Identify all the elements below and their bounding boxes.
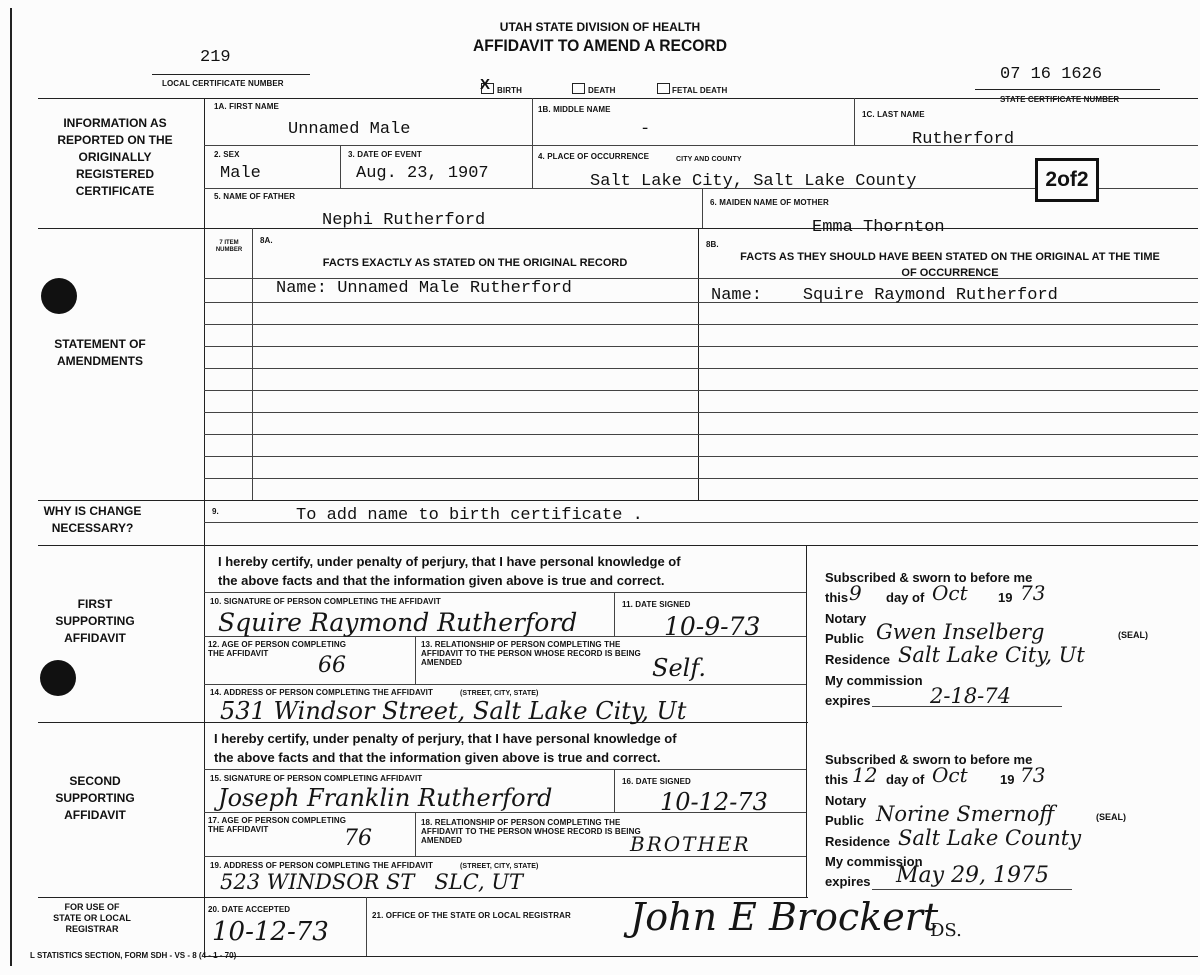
first-notary-residence-label: Residence [825,652,891,667]
first-address-label: 14. ADDRESS OF PERSON COMPLETING THE AFFIDAVIT [210,688,433,697]
place-label: 4. PLACE OF OCCURRENCE [538,152,650,161]
first-notary-seal: (SEAL) [1118,630,1148,640]
first-date-signed-label: 11. DATE SIGNED [622,600,691,609]
second-relationship-label: 18. RELATIONSHIP OF PERSON COMPLETING THE AFFIDAVIT TO THE PERSON WHOSE RECORD IS BEING AMENDED [421,818,641,845]
agency-name: UTAH STATE DIVISION OF HEALTH [499,20,701,34]
first-affidavit-section-label: FIRST SUPPORTING AFFIDAVIT [55,597,135,645]
mother-value: Emma Thornton [812,218,945,237]
punch-hole-bottom [40,660,76,696]
col-b-header: FACTS AS THEY SHOULD HAVE BEEN STATED ON THE ORIGINAL AT THE TIME OF OCCURRENCE [740,251,1160,279]
second-notary-commission-label: My commission [825,854,923,869]
second-signature: Joseph Franklin Rutherford [218,784,553,812]
original-fact-value: Name: Unnamed Male Rutherford [276,279,572,298]
second-notary-month: Oct [932,763,968,787]
first-notary-year-prefix: 19 [998,590,1013,605]
office-use-section-label: FOR USE OF STATE OR LOCAL REGISTRAR [53,902,131,934]
second-cert-line-1: I hereby certify, under penalty of perjury, that I have personal knowledge of [214,731,677,746]
second-notary-label: Notary [825,793,867,808]
page-badge: 2of2 [1035,158,1099,202]
registrar-signature: John E Brockert [630,895,939,939]
first-notary-sworn: Subscribed & sworn to before me [825,570,1033,585]
col-a-header: FACTS EXACTLY AS STATED ON THE ORIGINAL RECORD [322,257,628,269]
local-cert-number: 219 [200,48,231,67]
second-notary-residence-label: Residence [825,834,891,849]
second-age-label: 17. AGE OF PERSON COMPLETING THE AFFIDAVIT [208,816,347,834]
first-relationship-label: 13. RELATIONSHIP OF PERSON COMPLETING THE AFFIDAVIT TO THE PERSON WHOSE RECORD IS BEING AMENDED [421,640,641,667]
local-cert-label: LOCAL CERTIFICATE NUMBER [162,79,284,88]
first-notary-residence: Salt Lake City, Ut [898,643,1085,667]
first-notary-year: 73 [1020,581,1046,605]
second-notary-expires: May 29, 1975 [896,863,1050,888]
reason-section-label: WHY IS CHANGE NECESSARY? [43,504,142,535]
second-notary-expires-label: expires [825,874,871,889]
first-age-label: 12. AGE OF PERSON COMPLETING THE AFFIDAVIT [208,640,347,658]
reason-value: To add name to birth certificate . [296,506,643,525]
first-notary-label: Notary [825,611,867,626]
mother-label: 6. MAIDEN NAME OF MOTHER [710,198,829,207]
state-cert-number: 07 16 1626 [1000,65,1103,84]
second-notary-residence: Salt Lake County [898,826,1082,850]
father-value: Nephi Rutherford [322,211,486,230]
amendments-section-label: STATEMENT OF AMENDMENTS [54,337,146,368]
father-label: 5. NAME OF FATHER [214,192,296,201]
first-signature: Squire Raymond Rutherford [218,608,578,637]
second-notary-year-prefix: 19 [1000,772,1015,787]
first-signature-label: 10. SIGNATURE OF PERSON COMPLETING THE AFFIDAVIT [210,597,441,606]
second-age: 76 [344,826,372,851]
state-cert-label: STATE CERTIFICATE NUMBER [1000,95,1120,104]
first-notary-expires: 2-18-74 [930,684,1011,708]
date-accepted: 10-12-73 [212,917,329,947]
second-notary-dayof: day of [886,772,925,787]
second-address-sublabel: (STREET, CITY, STATE) [460,863,539,870]
second-date-signed-label: 16. DATE SIGNED [622,777,691,786]
registrar-suffix: DS. [930,920,962,941]
second-notary-sworn: Subscribed & sworn to before me [825,752,1033,767]
first-address-sublabel: (STREET, CITY, STATE) [460,690,539,697]
first-notary-day: 9 [849,581,862,605]
registrar-label: 21. OFFICE OF THE STATE OR LOCAL REGISTRAR [372,911,571,920]
second-notary-this: this [825,772,849,787]
second-address: 523 WINDSOR ST SLC, UT [220,870,524,894]
second-notary-public-label: Public [825,813,865,828]
second-cert-line-2: the above facts and that the information given above is true and correct. [214,750,661,765]
first-notary-month: Oct [932,581,968,605]
second-notary-day: 12 [852,763,878,787]
first-notary-dayof: day of [886,590,925,605]
second-notary-seal: (SEAL) [1096,812,1126,822]
first-notary-public-label: Public [825,631,865,646]
first-date-signed: 10-9-73 [664,612,761,641]
col-b-number: 8B. [706,240,719,249]
second-signature-label: 15. SIGNATURE OF PERSON COMPLETING AFFIDAVIT [210,774,423,783]
birth-label: BIRTH [497,86,522,95]
middle-name-label: 1B. MIDDLE NAME [538,105,611,114]
first-age: 66 [318,653,346,678]
sex-label: 2. SEX [214,150,240,159]
place-value: Salt Lake City, Salt Lake County [590,172,917,191]
first-name-label: 1A. FIRST NAME [214,102,279,111]
item-number-label: 7 ITEM NUMBER [215,240,243,253]
middle-name-value: - [640,120,651,139]
second-notary-name: Norine Smernoff [876,802,1055,826]
fetal-death-checkbox[interactable] [657,83,670,94]
first-name-value: Unnamed Male [288,120,411,139]
first-notary-commission-label: My commission [825,673,923,688]
second-notary-year: 73 [1020,763,1046,787]
place-sublabel: CITY AND COUNTY [676,156,742,163]
first-notary-name: Gwen Inselberg [876,620,1045,644]
death-label: DEATH [588,86,616,95]
death-checkbox[interactable] [572,83,585,94]
reason-number: 9. [212,507,219,516]
first-notary-expires-label: expires [825,693,871,708]
fetal-death-label: FETAL DEATH [672,86,728,95]
original-info-section-label: INFORMATION AS REPORTED ON THE ORIGINALLY REGISTERED CERTIFICATE [57,116,173,198]
first-address: 531 Windsor Street, Salt Lake City, Ut [220,697,687,725]
first-cert-line-2: the above facts and that the information given above is true and correct. [218,573,665,588]
corrected-fact-value: Name: Squire Raymond Rutherford [711,286,1058,305]
col-a-number: 8A. [260,236,273,245]
date-accepted-label: 20. DATE ACCEPTED [208,905,291,914]
form-title: AFFIDAVIT TO AMEND A RECORD [472,36,728,55]
punch-hole-top [41,278,77,314]
date-of-event-label: 3. DATE OF EVENT [348,150,422,159]
second-date-signed: 10-12-73 [660,788,768,816]
second-address-label: 19. ADDRESS OF PERSON COMPLETING THE AFFIDAVIT [210,861,433,870]
first-cert-line-1: I hereby certify, under penalty of perjury, that I have personal knowledge of [218,554,681,569]
first-relationship: Self. [652,654,706,682]
sex-value: Male [220,164,261,183]
first-notary-this: this [825,590,849,605]
form-id: L STATISTICS SECTION, FORM SDH - VS - 8 (4 - 1 - 70) [30,951,237,960]
birth-check-mark: X [480,76,491,93]
second-relationship: BROTHER [630,832,751,856]
second-affidavit-section-label: SECOND SUPPORTING AFFIDAVIT [55,774,135,822]
last-name-value: Rutherford [912,130,1015,149]
date-of-event-value: Aug. 23, 1907 [356,164,489,183]
last-name-label: 1C. LAST NAME [862,110,925,119]
